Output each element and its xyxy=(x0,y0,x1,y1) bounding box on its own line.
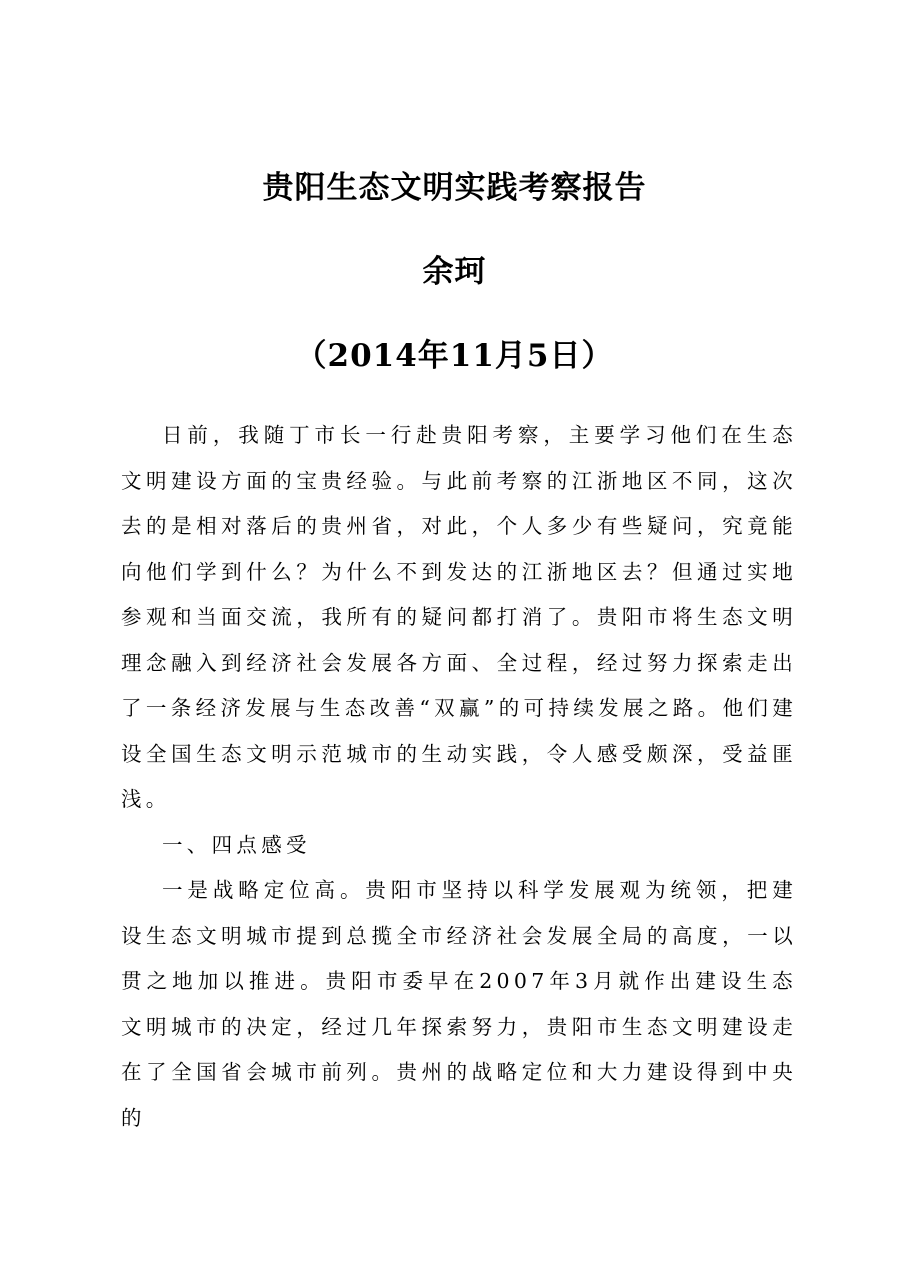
paragraph-intro: 日前，我随丁市长一行赴贵阳考察，主要学习他们在生态文明建设方面的宝贵经验。与此前考察的江浙地区不同，这次去的是相对落后的贵州省，对此，个人多少有些疑问，究竟能向他们学到什么？为什么不到发达的江浙地区去？但通过实地参观和当面交流，我所有的疑问都打消了。贵阳市将生态文明理念融入到经济社会发展各方面、全过程，经过努力探索走出了一条经济发展与生态改善“双赢”的可持续发展之路。他们建设全国生态文明示范城市的生动实践，令人感受颇深，受益匪浅。 xyxy=(121,423,797,811)
document-title: 贵阳生态文明实践考察报告 xyxy=(262,170,647,206)
section-heading-four-impressions: 一、四点感受 xyxy=(162,832,311,857)
author-name: 余珂 xyxy=(422,254,487,290)
report-date: （2014年11月5日） xyxy=(295,338,614,374)
paragraph-strategic-positioning: 一是战略定位高。贵阳市坚持以科学发展观为统领，把建设生态文明城市提到总揽全市经济社会发展全局的高度，一以贯之地加以推进。贵阳市委早在2007年3月就作出建设生态文明城市的决定，经过几年探索努力，贵阳市生态文明建设走在了全国省会城市前列。贵州的战略定位和大力建设得到中央的 xyxy=(121,878,797,1130)
document-body xyxy=(121,413,797,1141)
